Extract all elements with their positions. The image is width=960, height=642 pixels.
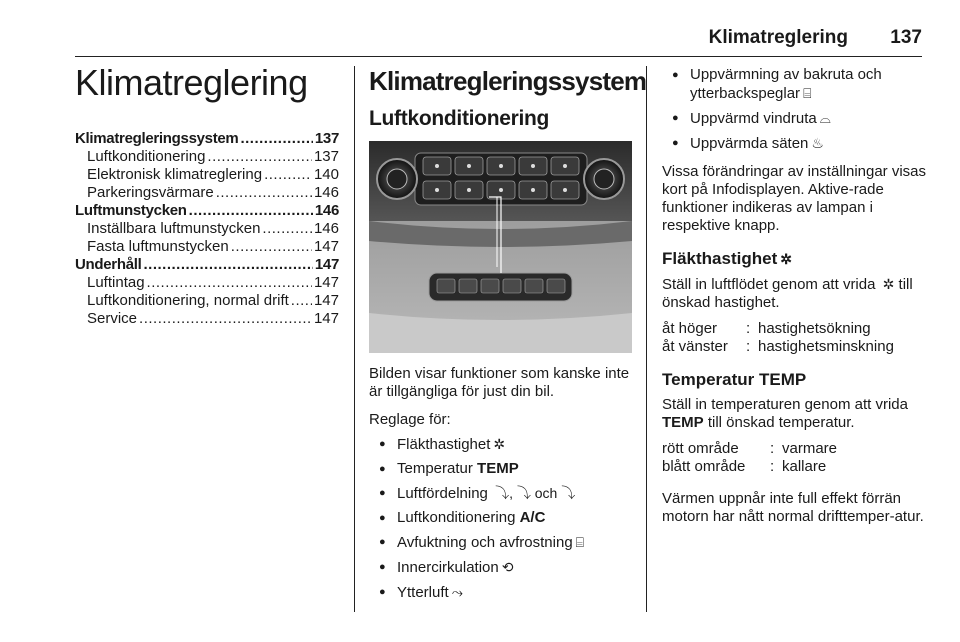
control-item: ● Avfuktning och avfrostning ⌸	[369, 533, 635, 552]
header-rule	[75, 56, 922, 57]
fan-speed-text: Ställ in luftflödet genom att vrida ✲ till önskad hastighet.	[662, 276, 913, 311]
toc-label: Underhåll	[75, 256, 142, 273]
toc-leader	[143, 256, 312, 274]
fan-speed-table	[662, 320, 928, 356]
toc-page: 140	[313, 166, 339, 183]
toc-entry[interactable]	[75, 274, 339, 292]
toc-entry[interactable]	[75, 184, 339, 202]
toc-page: 147	[313, 274, 339, 291]
fan-icon: ✲	[882, 276, 895, 292]
toc-label: Service	[87, 310, 138, 327]
heating-item: ● Uppvärmda säten ♨	[662, 134, 928, 153]
climate-panel-illustration	[369, 141, 632, 353]
toc-leader	[231, 238, 312, 256]
toc-leader	[139, 310, 312, 328]
toc-leader	[264, 166, 312, 184]
settings-note: Vissa förändringar av inställningar visas kort på Infodisplayen. Aktive-rade funktioner indikeras av lampan i respektive knapp.	[662, 163, 927, 234]
section-title: Klimatregleringssystem	[369, 66, 647, 96]
toc-page: 137	[314, 130, 339, 147]
toc-entry[interactable]	[75, 166, 339, 184]
windscreen-heat-icon: ⌓	[819, 110, 831, 126]
toc-page: 147	[314, 256, 339, 273]
toc-leader	[147, 274, 312, 292]
toc-label: Luftmunstycken	[75, 202, 187, 219]
air-distribution-icon: ⤵, ⤵ och ⤵	[495, 485, 576, 501]
temperature-heading: Temperatur TEMP	[662, 370, 807, 389]
controls-intro: Reglage för:	[369, 411, 451, 428]
climate-panel-photo	[369, 141, 632, 353]
chapter-title: Klimatreglering	[75, 62, 308, 103]
definition-row: åt vänster : hastighetsminskning	[662, 338, 894, 355]
fan-icon: ✲	[780, 251, 792, 267]
toc-page: 147	[313, 238, 339, 255]
temperature-text: Ställ in temperaturen genom att vrida TEMP till önskad temperatur.	[662, 396, 908, 431]
control-item: ● Temperatur TEMP	[369, 460, 635, 478]
toc-label: Luftintag	[87, 274, 145, 291]
toc-label: Luftkonditionering, normal drift	[87, 292, 289, 309]
toc-page: 146	[314, 202, 339, 219]
figure-caption: Bilden visar funktioner som kanske inte är tillgängliga för just din bil.	[369, 365, 630, 400]
toc-leader	[207, 148, 312, 166]
toc-entry[interactable]	[75, 220, 339, 238]
control-item: ● Ytterluft ⤳	[369, 583, 635, 602]
front-defrost-icon: ⌸	[575, 534, 585, 550]
section-column	[369, 66, 647, 602]
toc-entry[interactable]	[75, 310, 339, 328]
toc-label: Fasta luftmunstycken	[87, 238, 229, 255]
toc-entry[interactable]	[75, 238, 339, 256]
toc-entry[interactable]	[75, 130, 339, 148]
chapter-toc	[75, 130, 339, 328]
toc-leader	[189, 202, 313, 220]
controls-list	[369, 435, 635, 602]
toc-leader	[262, 220, 312, 238]
toc-entry[interactable]	[75, 148, 339, 166]
column-divider-2	[646, 66, 647, 612]
toc-leader	[291, 292, 312, 310]
running-header-title: Klimatreglering	[708, 27, 848, 48]
toc-entry[interactable]	[75, 256, 339, 274]
toc-page: 146	[313, 184, 339, 201]
fan-icon: ✲	[493, 436, 506, 452]
control-item: ● Innercirkulation ⟲	[369, 558, 635, 577]
definition-row: blått område : kallare	[662, 458, 827, 475]
toc-page: 137	[313, 148, 339, 165]
toc-label: Parkeringsvärmare	[87, 184, 214, 201]
temperature-table	[662, 440, 928, 476]
heating-list	[662, 66, 928, 153]
page-number: 137	[890, 27, 922, 48]
toc-label: Luftkonditionering	[87, 148, 206, 165]
toc-entry[interactable]	[75, 292, 339, 310]
recirculation-icon: ⟲	[501, 559, 514, 575]
toc-label: Klimatregleringssystem	[75, 130, 239, 147]
heating-item: ● Uppvärmning av bakruta och ytterbackspeglar ⌸	[662, 66, 928, 103]
toc-page: 146	[313, 220, 339, 237]
definition-row: rött område : varmare	[662, 440, 838, 457]
toc-label: Inställbara luftmunstycken	[87, 220, 261, 237]
toc-entry[interactable]	[75, 202, 339, 220]
outside-air-icon: ⤳	[451, 584, 463, 600]
toc-leader	[240, 130, 312, 148]
seat-heat-icon: ♨	[811, 135, 824, 151]
control-item: ● Luftfördelning ⤵, ⤵ och ⤵	[369, 484, 635, 503]
definition-row: åt höger : hastighetsökning	[662, 320, 871, 337]
fan-speed-heading: Fläkthastighet ✲	[662, 249, 792, 268]
subsection-title: Luftkonditionering	[369, 107, 550, 130]
chapter-column	[75, 62, 339, 328]
toc-page: 147	[313, 292, 339, 309]
temperature-footer: Värmen uppnår inte full effekt förrän motorn har nått normal drifttemper-atur.	[662, 490, 924, 525]
right-column	[662, 66, 928, 526]
toc-page: 147	[313, 310, 339, 327]
control-item: ● Luftkonditionering A/C	[369, 509, 635, 527]
toc-leader	[216, 184, 312, 202]
control-item: ● Fläkthastighet ✲	[369, 435, 635, 454]
toc-label: Elektronisk klimatreglering	[87, 166, 263, 183]
rear-window-heat-icon: ⌸	[803, 85, 812, 101]
heating-item: ● Uppvärmd vindruta ⌓	[662, 109, 928, 128]
column-divider-1	[354, 66, 355, 612]
